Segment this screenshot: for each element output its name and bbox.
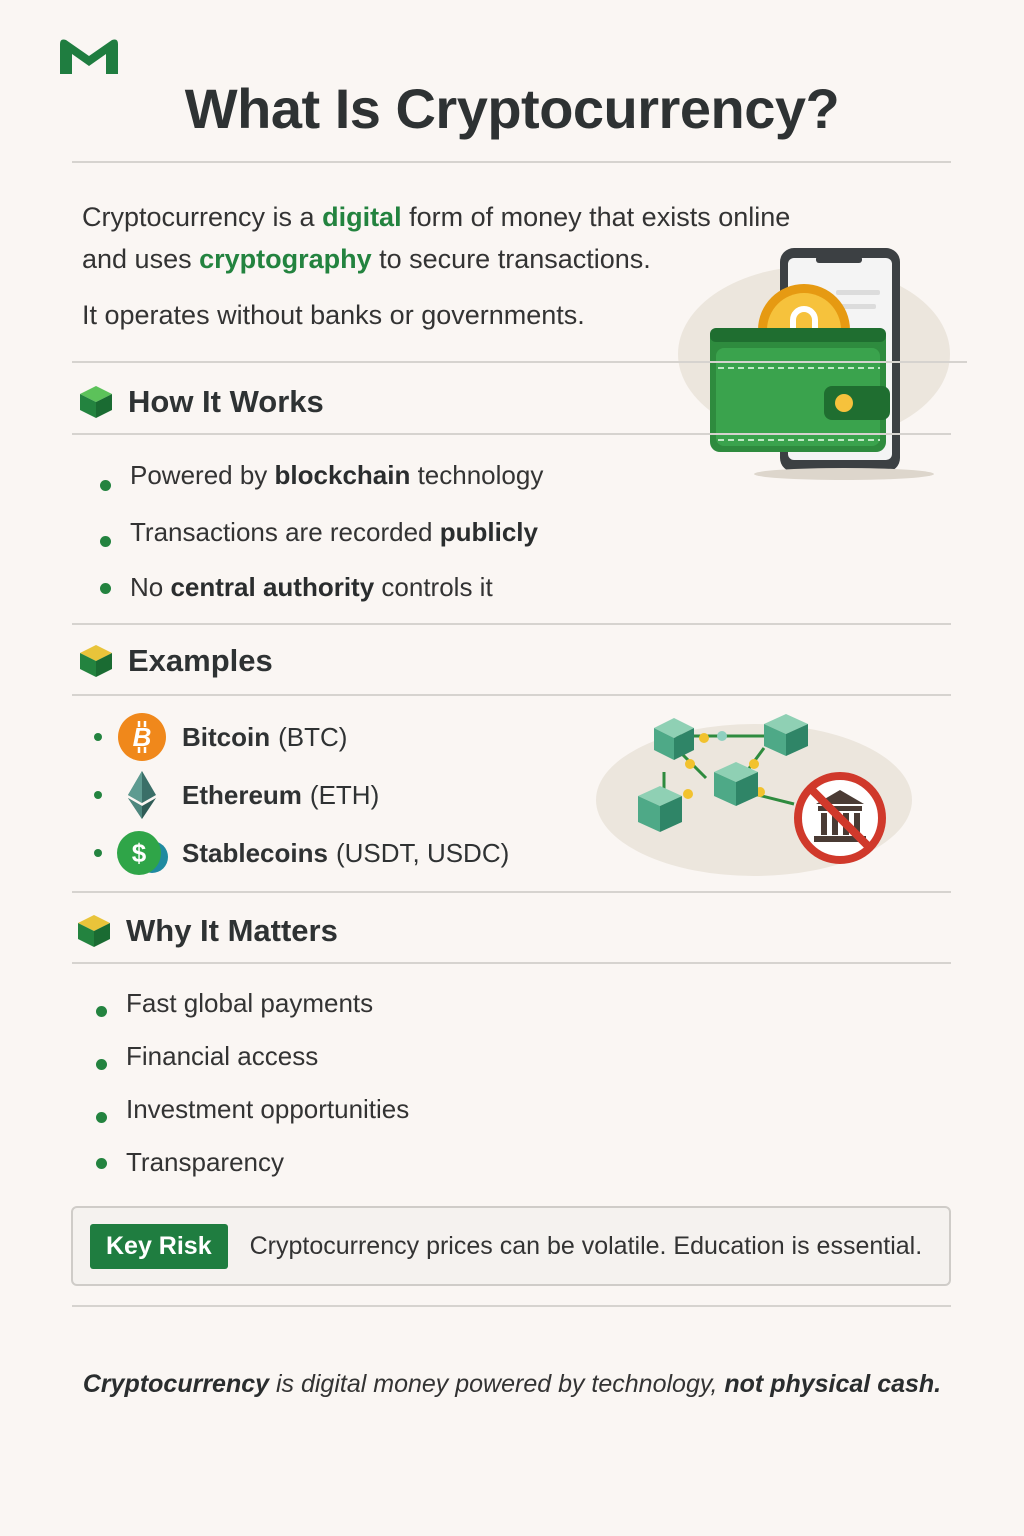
- section-examples: [78, 643, 273, 679]
- key-risk-badge: Key Risk: [90, 1224, 228, 1269]
- intro-text: Cryptocurrency is a digital form of money that exists online and uses cryptography to secure transactions. It operates without banks or governments.: [82, 202, 791, 330]
- example-ticker: (ETH): [309, 779, 380, 810]
- ethereum-icon: [116, 769, 168, 821]
- divider: [72, 161, 951, 163]
- cube-icon: [76, 913, 112, 949]
- key-risk-text: Cryptocurrency prices can be volatile. Education is essential.: [249, 1231, 923, 1260]
- blockchain-no-bank-icon: [594, 708, 914, 880]
- section-heading: Examples: [128, 643, 273, 678]
- m-logo-icon: [58, 36, 120, 76]
- example-name: Ethereum: [182, 779, 302, 810]
- divider: [72, 962, 951, 964]
- divider: [72, 433, 951, 435]
- example-ticker: (BTC): [278, 721, 348, 752]
- example-bitcoin: [94, 712, 509, 762]
- divider: [72, 891, 951, 893]
- divider: [72, 623, 951, 625]
- list-item: No central authority controls it: [78, 568, 718, 608]
- list-item: Financial access: [74, 1037, 574, 1090]
- section-why-it-matters: [76, 913, 338, 949]
- stablecoin-icon: [116, 827, 168, 879]
- examples-list: [94, 712, 509, 878]
- footer-tagline: Cryptocurrency is digital money powered by technology, not physical cash.: [82, 1370, 942, 1398]
- svg-text:B: B: [132, 722, 152, 752]
- list-item: Fast global payments: [74, 984, 574, 1037]
- example-ticker: (USDT, USDC): [335, 837, 510, 868]
- cube-icon: [78, 384, 114, 420]
- example-name: Bitcoin: [182, 721, 271, 752]
- example-stablecoins: [94, 828, 509, 878]
- divider: [72, 1305, 951, 1307]
- section-how-it-works: [78, 384, 324, 420]
- bitcoin-icon: [116, 711, 168, 763]
- no-bank-icon: [798, 776, 882, 860]
- cube-icon: [78, 643, 114, 679]
- key-risk-callout: [71, 1206, 951, 1286]
- list-item: Investment opportunities: [74, 1090, 574, 1143]
- divider: [72, 694, 951, 696]
- wallet-phone-lock-icon: [676, 244, 966, 484]
- page-title: What Is Cryptocurrency?: [184, 77, 840, 140]
- highlight-cryptography: cryptography: [199, 244, 372, 274]
- list-item: Transparency: [74, 1143, 574, 1183]
- section-heading: How It Works: [128, 384, 324, 419]
- svg-text:$: $: [131, 838, 147, 868]
- section-heading: Why It Matters: [126, 913, 338, 948]
- how-it-works-list: [78, 456, 718, 608]
- example-ethereum: [94, 770, 509, 820]
- list-item: Transactions are recorded publicly: [78, 513, 718, 568]
- divider: [72, 361, 967, 363]
- highlight-digital: digital: [322, 202, 402, 232]
- example-name: Stablecoins: [182, 837, 328, 868]
- list-item: Powered by blockchain technology: [78, 456, 718, 513]
- why-it-matters-list: [74, 984, 574, 1183]
